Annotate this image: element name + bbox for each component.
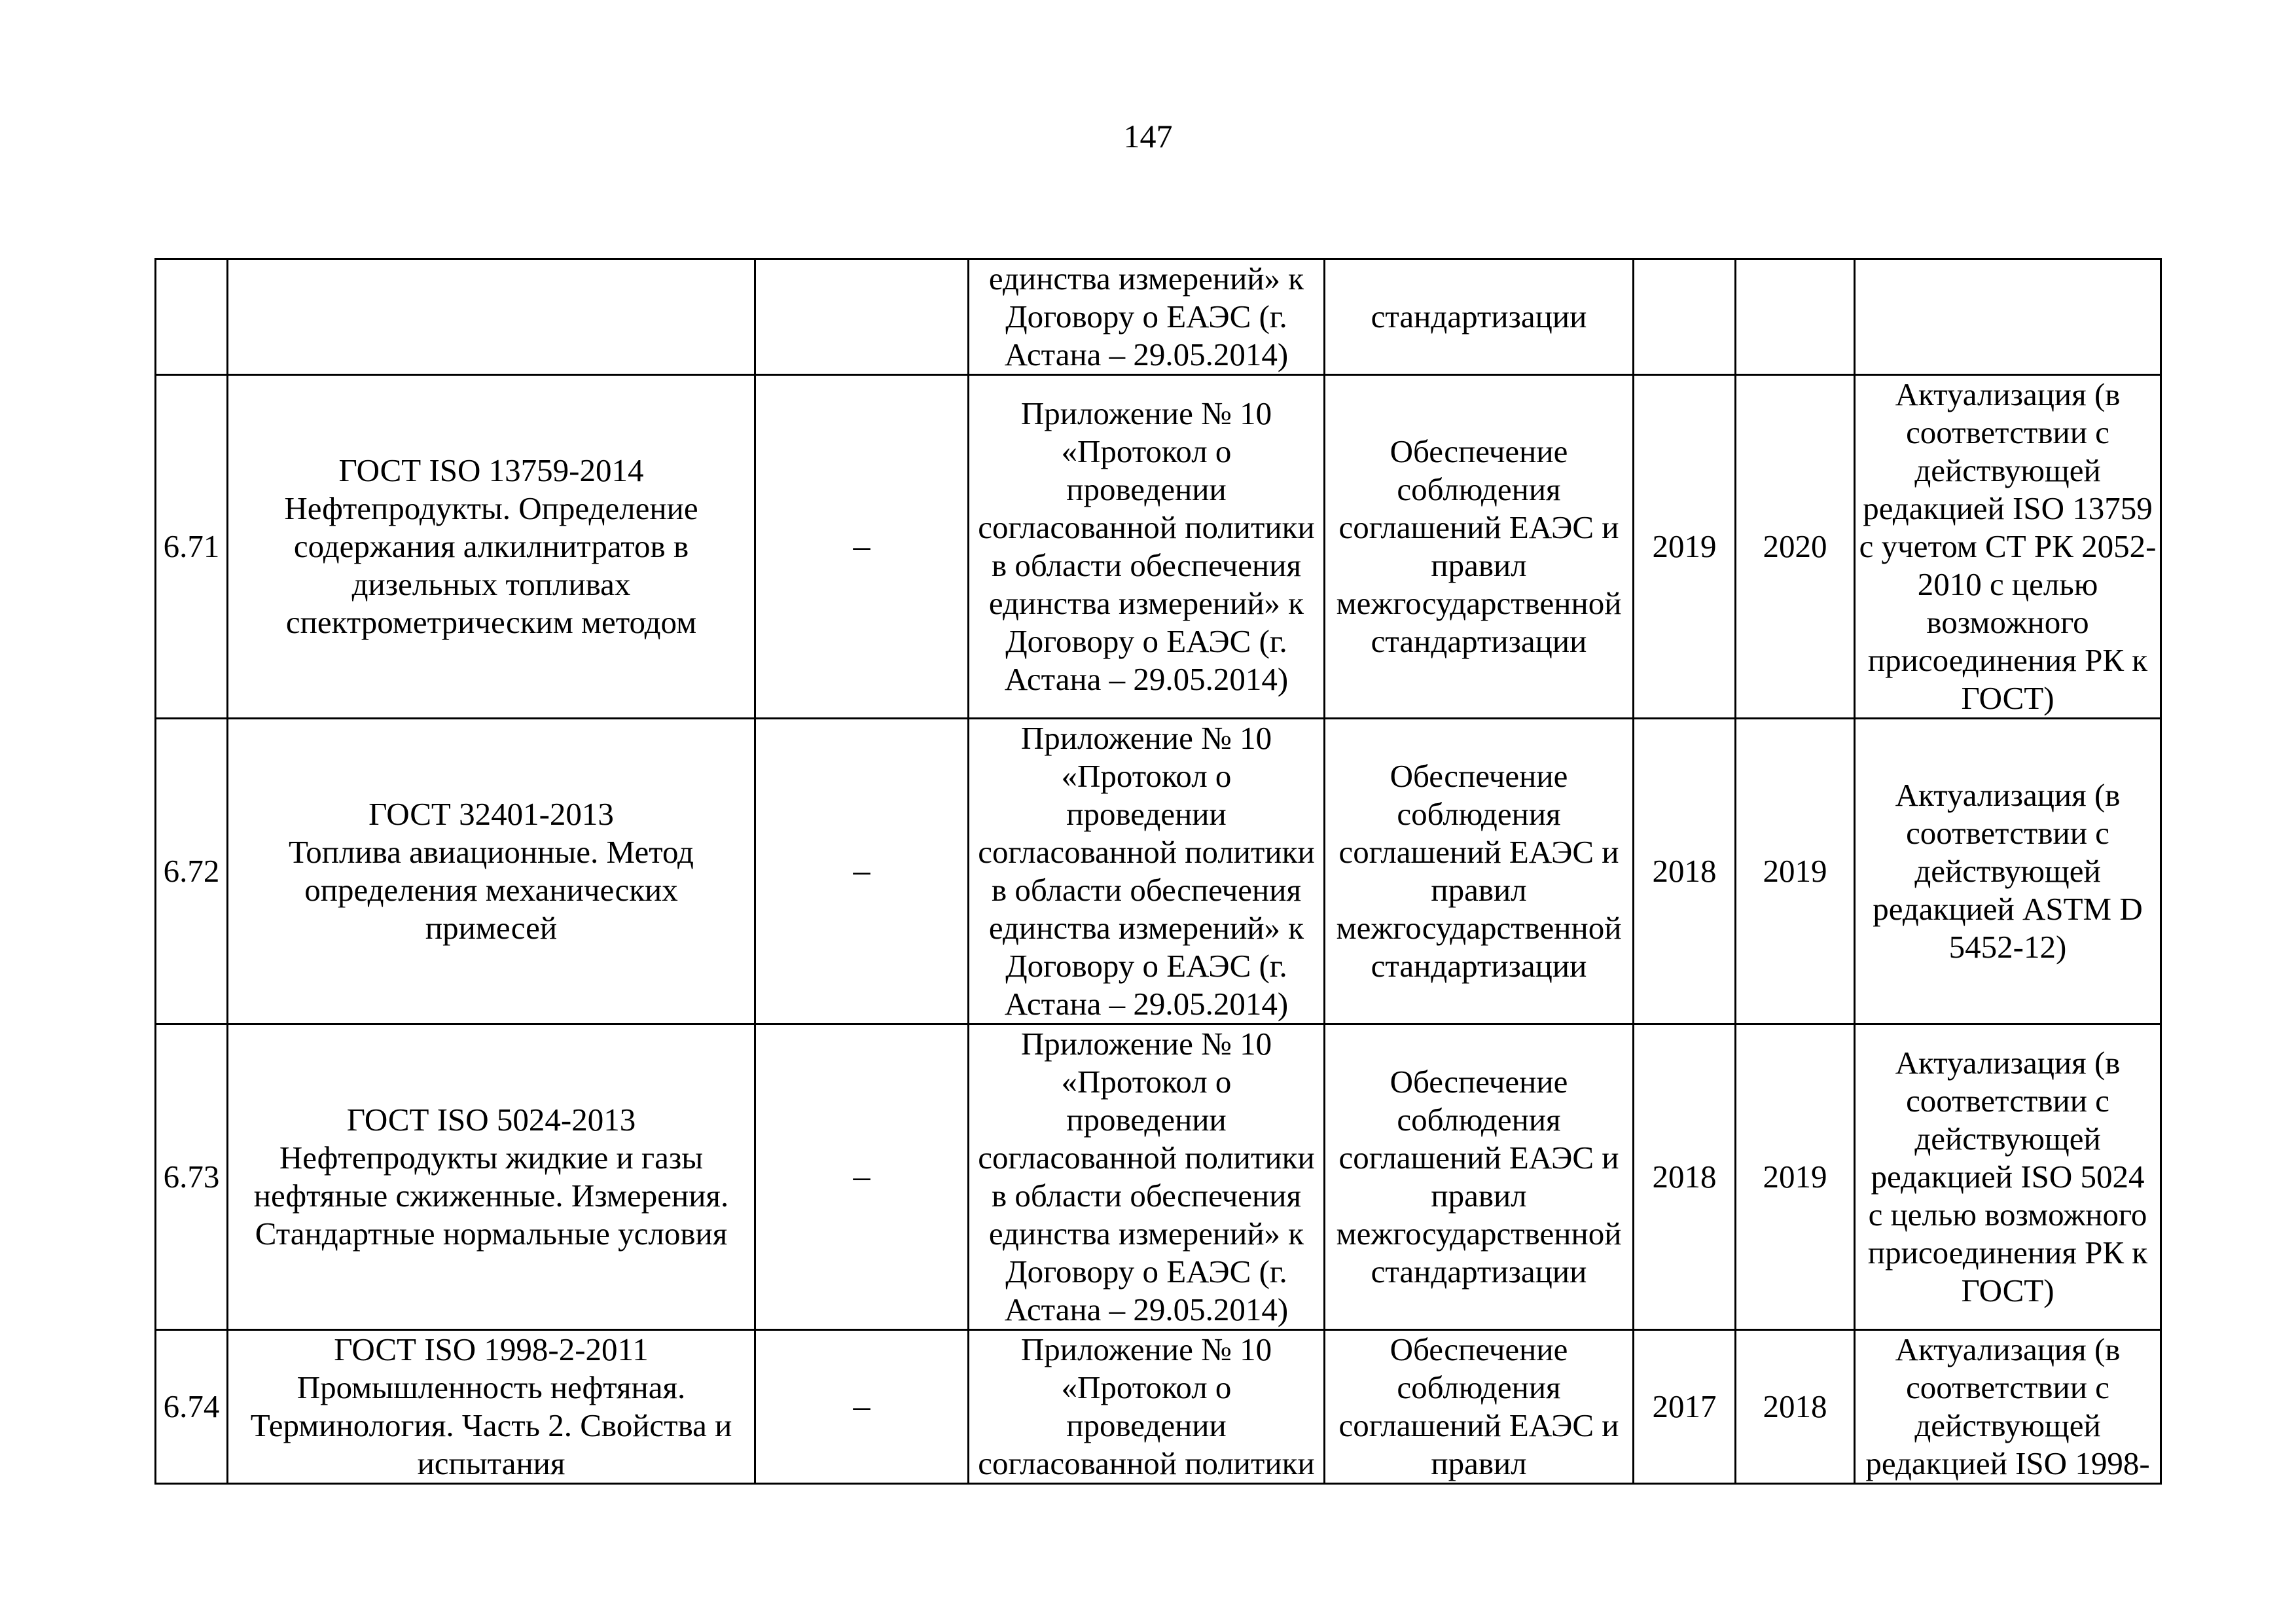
start-year-cell: 2018 [1634, 1024, 1736, 1330]
title-cell: ГОСТ ISO 13759-2014 Нефтепродукты. Определение содержания алкилнитратов в дизельных топливах спектрометрическим методом [228, 375, 755, 719]
dash-cell: – [755, 1024, 969, 1330]
end-year-cell [1736, 259, 1855, 375]
end-year-cell: 2020 [1736, 375, 1855, 719]
start-year-cell: 2019 [1634, 375, 1736, 719]
end-year-cell: 2019 [1736, 1024, 1855, 1330]
num-cell: 6.71 [156, 375, 228, 719]
goal-cell: Обеспечение соблюдения соглашений ЕАЭС и правил межгосударственной стандартизации [1325, 719, 1634, 1024]
note-cell: Актуализация (в соответствии с действующей редакцией ISO 1998- [1855, 1330, 2161, 1484]
title-cell: ГОСТ 32401-2013 Топлива авиационные. Метод определения механических примесей [228, 719, 755, 1024]
goal-cell: Обеспечение соблюдения соглашений ЕАЭС и правил [1325, 1330, 1634, 1484]
table-row [156, 1024, 2161, 1330]
num-cell [156, 259, 228, 375]
num-cell: 6.73 [156, 1024, 228, 1330]
goal-cell: Обеспечение соблюдения соглашений ЕАЭС и правил межгосударственной стандартизации [1325, 1024, 1634, 1330]
end-year-cell: 2018 [1736, 1330, 1855, 1484]
table-row [156, 375, 2161, 719]
basis-cell: Приложение № 10 «Протокол о проведении согласованной политики [969, 1330, 1325, 1484]
table-row [156, 719, 2161, 1024]
dash-cell: – [755, 1330, 969, 1484]
num-cell: 6.72 [156, 719, 228, 1024]
table-row [156, 1330, 2161, 1484]
start-year-cell [1634, 259, 1736, 375]
table-row [156, 259, 2161, 375]
basis-cell: Приложение № 10 «Протокол о проведении согласованной политики в области обеспечения единства измерений» к Договору о ЕАЭС (г. Астана – 29.05.2014) [969, 1024, 1325, 1330]
start-year-cell: 2018 [1634, 719, 1736, 1024]
note-cell: Актуализация (в соответствии с действующей редакцией ASTM D 5452-12) [1855, 719, 2161, 1024]
standards-table [154, 258, 2162, 1485]
basis-cell: единства измерений» к Договору о ЕАЭС (г. Астана – 29.05.2014) [969, 259, 1325, 375]
end-year-cell: 2019 [1736, 719, 1855, 1024]
note-cell: Актуализация (в соответствии с действующей редакцией ISO 5024 с целью возможного присоединения РК к ГОСТ) [1855, 1024, 2161, 1330]
basis-cell: Приложение № 10 «Протокол о проведении согласованной политики в области обеспечения единства измерений» к Договору о ЕАЭС (г. Астана – 29.05.2014) [969, 375, 1325, 719]
page-number: 147 [1123, 118, 1173, 154]
dash-cell [755, 259, 969, 375]
note-cell: Актуализация (в соответствии с действующей редакцией ISO 13759 с учетом СТ РК 2052- 2010 с целью возможного присоединения РК к ГОСТ) [1855, 375, 2161, 719]
num-cell: 6.74 [156, 1330, 228, 1484]
title-cell: ГОСТ ISO 1998-2-2011 Промышленность нефтяная. Терминология. Часть 2. Свойства и испытания [228, 1330, 755, 1484]
title-cell: ГОСТ ISO 5024-2013 Нефтепродукты жидкие и газы нефтяные сжиженные. Измерения. Стандартные нормальные условия [228, 1024, 755, 1330]
title-cell [228, 259, 755, 375]
basis-cell: Приложение № 10 «Протокол о проведении согласованной политики в области обеспечения единства измерений» к Договору о ЕАЭС (г. Астана – 29.05.2014) [969, 719, 1325, 1024]
start-year-cell: 2017 [1634, 1330, 1736, 1484]
dash-cell: – [755, 719, 969, 1024]
dash-cell: – [755, 375, 969, 719]
note-cell [1855, 259, 2161, 375]
goal-cell: Обеспечение соблюдения соглашений ЕАЭС и правил межгосударственной стандартизации [1325, 375, 1634, 719]
goal-cell: стандартизации [1325, 259, 1634, 375]
